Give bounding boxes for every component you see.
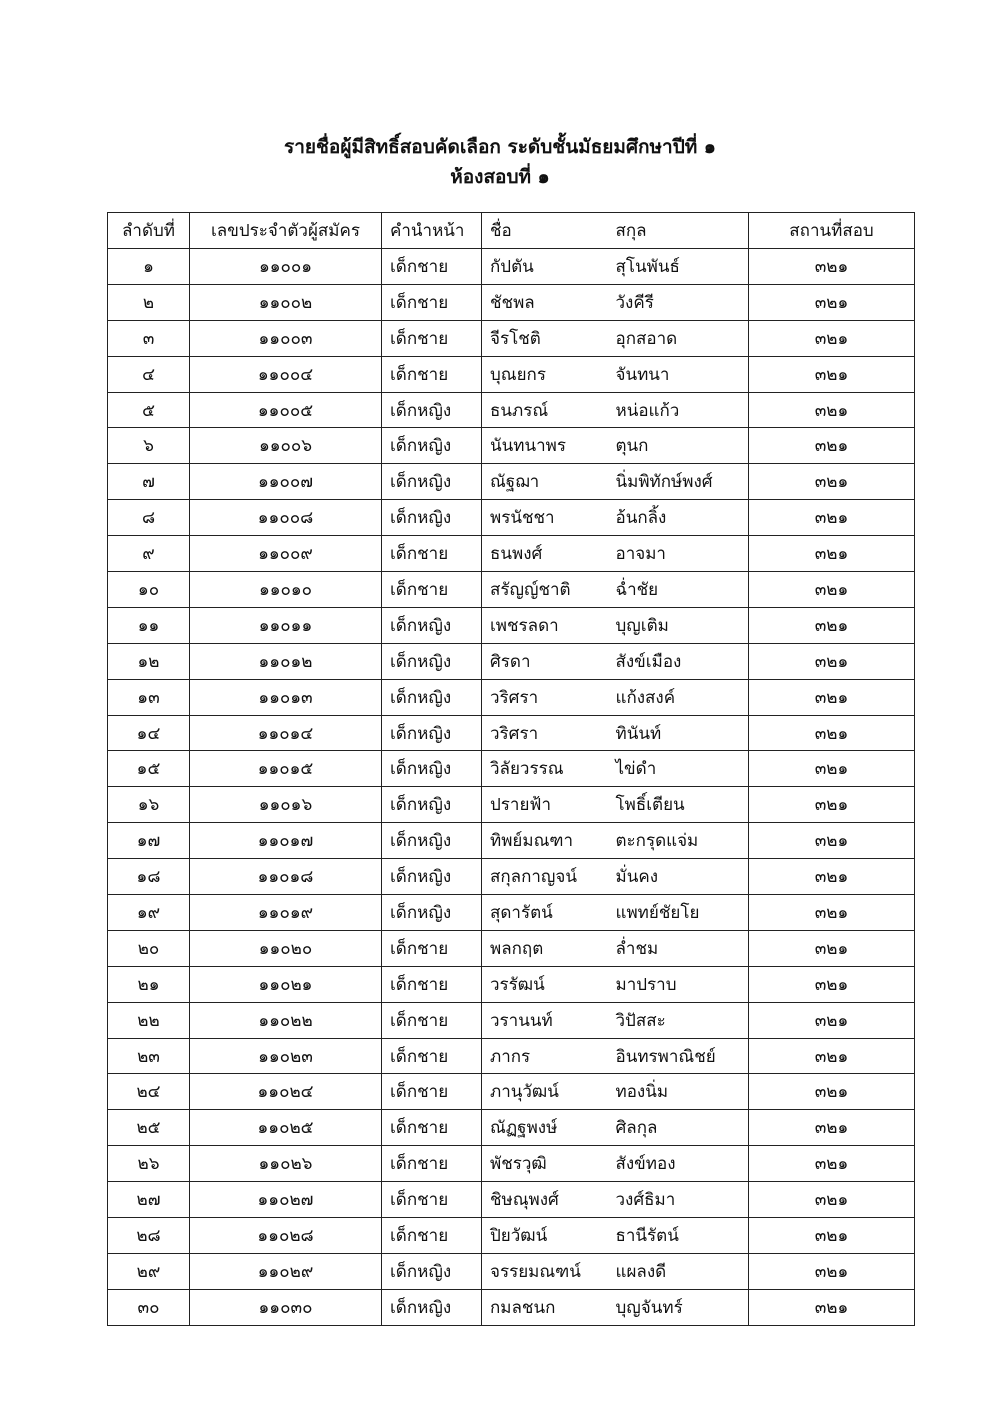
cell-applicant-id: ๑๑๐๑๕: [190, 751, 382, 787]
cell-order: ๑: [108, 249, 190, 285]
cell-exam-site: ๓๒๑: [749, 1253, 915, 1289]
cell-exam-site: ๓๒๑: [749, 895, 915, 931]
cell-first-name: สรัญญ์ชาติ: [482, 572, 608, 608]
cell-first-name: ชิษณุพงศ์: [482, 1182, 608, 1218]
cell-exam-site: ๓๒๑: [749, 284, 915, 320]
applicant-table: [107, 212, 915, 1326]
cell-exam-site: ๓๒๑: [749, 572, 915, 608]
cell-exam-site: ๓๒๑: [749, 464, 915, 500]
cell-prefix: เด็กหญิง: [382, 392, 482, 428]
cell-last-name: ตะกรุดแจ่ม: [608, 823, 749, 859]
table-row: [108, 249, 915, 285]
cell-order: ๙: [108, 536, 190, 572]
cell-order: ๔: [108, 356, 190, 392]
cell-prefix: เด็กหญิง: [382, 607, 482, 643]
cell-last-name: สังข์เมือง: [608, 643, 749, 679]
cell-prefix: เด็กหญิง: [382, 643, 482, 679]
cell-prefix: เด็กชาย: [382, 1038, 482, 1074]
cell-applicant-id: ๑๑๐๒๘: [190, 1218, 382, 1254]
cell-applicant-id: ๑๑๐๐๙: [190, 536, 382, 572]
cell-exam-site: ๓๒๑: [749, 751, 915, 787]
cell-first-name: เพชรลดา: [482, 607, 608, 643]
cell-first-name: สกุลกาญจน์: [482, 859, 608, 895]
cell-applicant-id: ๑๑๐๒๑: [190, 966, 382, 1002]
cell-first-name: วริศรา: [482, 679, 608, 715]
cell-first-name: ชัชพล: [482, 284, 608, 320]
cell-prefix: เด็กชาย: [382, 572, 482, 608]
cell-order: ๒๒: [108, 1002, 190, 1038]
cell-prefix: เด็กชาย: [382, 1110, 482, 1146]
table-row: [108, 859, 915, 895]
cell-order: ๑๑: [108, 607, 190, 643]
cell-first-name: จีรโชติ: [482, 320, 608, 356]
table-row: [108, 356, 915, 392]
cell-first-name: จรรยมณฑน์: [482, 1253, 608, 1289]
cell-applicant-id: ๑๑๐๐๑: [190, 249, 382, 285]
cell-exam-site: ๓๒๑: [749, 787, 915, 823]
table-row: [108, 428, 915, 464]
table-row: [108, 536, 915, 572]
cell-order: ๒๔: [108, 1074, 190, 1110]
header-prefix: คำนำหน้า: [382, 213, 482, 249]
cell-order: ๒๙: [108, 1253, 190, 1289]
cell-first-name: วิลัยวรรณ: [482, 751, 608, 787]
cell-order: ๒: [108, 284, 190, 320]
cell-exam-site: ๓๒๑: [749, 679, 915, 715]
table-row: [108, 1038, 915, 1074]
table-row: [108, 751, 915, 787]
cell-applicant-id: ๑๑๐๑๐: [190, 572, 382, 608]
cell-exam-site: ๓๒๑: [749, 1218, 915, 1254]
cell-order: ๑๒: [108, 643, 190, 679]
cell-applicant-id: ๑๑๐๐๔: [190, 356, 382, 392]
cell-prefix: เด็กชาย: [382, 1218, 482, 1254]
cell-last-name: หน่อแก้ว: [608, 392, 749, 428]
cell-prefix: เด็กชาย: [382, 249, 482, 285]
cell-first-name: ปรายฟ้า: [482, 787, 608, 823]
table-row: [108, 1289, 915, 1325]
cell-exam-site: ๓๒๑: [749, 1002, 915, 1038]
cell-exam-site: ๓๒๑: [749, 320, 915, 356]
table-row: [108, 1253, 915, 1289]
header-applicant-id: เลขประจำตัวผู้สมัคร: [190, 213, 382, 249]
cell-prefix: เด็กหญิง: [382, 500, 482, 536]
cell-last-name: ล่ำชม: [608, 930, 749, 966]
cell-exam-site: ๓๒๑: [749, 428, 915, 464]
cell-last-name: วิปัสสะ: [608, 1002, 749, 1038]
cell-prefix: เด็กชาย: [382, 356, 482, 392]
cell-order: ๒๓: [108, 1038, 190, 1074]
cell-order: ๕: [108, 392, 190, 428]
cell-order: ๘: [108, 500, 190, 536]
exam-room-subtitle: ห้องสอบที่ ๑: [450, 166, 550, 188]
cell-exam-site: ๓๒๑: [749, 715, 915, 751]
cell-applicant-id: ๑๑๐๑๑: [190, 607, 382, 643]
cell-order: ๑๕: [108, 751, 190, 787]
cell-applicant-id: ๑๑๐๑๗: [190, 823, 382, 859]
cell-exam-site: ๓๒๑: [749, 1182, 915, 1218]
table-row: [108, 966, 915, 1002]
table-row: [108, 392, 915, 428]
cell-applicant-id: ๑๑๐๒๔: [190, 1074, 382, 1110]
cell-prefix: เด็กชาย: [382, 536, 482, 572]
table-row: [108, 823, 915, 859]
cell-last-name: ทินันท์: [608, 715, 749, 751]
header-exam-site: สถานที่สอบ: [749, 213, 915, 249]
cell-last-name: อาจมา: [608, 536, 749, 572]
cell-applicant-id: ๑๑๐๑๓: [190, 679, 382, 715]
cell-first-name: บุณยกร: [482, 356, 608, 392]
cell-order: ๑๗: [108, 823, 190, 859]
cell-exam-site: ๓๒๑: [749, 1146, 915, 1182]
cell-last-name: จันทนา: [608, 356, 749, 392]
cell-last-name: อุกสอาด: [608, 320, 749, 356]
cell-last-name: สุโนพันธ์: [608, 249, 749, 285]
cell-last-name: อ้นกลิ้ง: [608, 500, 749, 536]
cell-prefix: เด็กหญิง: [382, 428, 482, 464]
cell-last-name: แพทย์ชัยโย: [608, 895, 749, 931]
cell-order: ๑๖: [108, 787, 190, 823]
cell-exam-site: ๓๒๑: [749, 1074, 915, 1110]
cell-first-name: พรนัชชา: [482, 500, 608, 536]
cell-exam-site: ๓๒๑: [749, 1110, 915, 1146]
cell-last-name: วังคีรี: [608, 284, 749, 320]
cell-exam-site: ๓๒๑: [749, 1289, 915, 1325]
cell-applicant-id: ๑๑๐๑๔: [190, 715, 382, 751]
cell-exam-site: ๓๒๑: [749, 500, 915, 536]
table-row: [108, 572, 915, 608]
cell-order: ๑๙: [108, 895, 190, 931]
table-row: [108, 1182, 915, 1218]
cell-last-name: มั่นคง: [608, 859, 749, 895]
cell-exam-site: ๓๒๑: [749, 823, 915, 859]
cell-prefix: เด็กชาย: [382, 1182, 482, 1218]
cell-order: ๑๘: [108, 859, 190, 895]
cell-first-name: นันทนาพร: [482, 428, 608, 464]
cell-order: ๒๘: [108, 1218, 190, 1254]
cell-last-name: มาปราบ: [608, 966, 749, 1002]
table-row: [108, 1002, 915, 1038]
table-row: [108, 930, 915, 966]
table-row: [108, 679, 915, 715]
cell-first-name: ภากร: [482, 1038, 608, 1074]
cell-first-name: กัปตัน: [482, 249, 608, 285]
cell-first-name: กมลชนก: [482, 1289, 608, 1325]
cell-first-name: ทิพย์มณฑา: [482, 823, 608, 859]
cell-prefix: เด็กหญิง: [382, 1253, 482, 1289]
cell-applicant-id: ๑๑๐๐๒: [190, 284, 382, 320]
cell-order: ๒๖: [108, 1146, 190, 1182]
cell-last-name: ธานีรัตน์: [608, 1218, 749, 1254]
cell-exam-site: ๓๒๑: [749, 1038, 915, 1074]
cell-exam-site: ๓๒๑: [749, 392, 915, 428]
cell-order: ๖: [108, 428, 190, 464]
cell-last-name: อินทรพาณิชย์: [608, 1038, 749, 1074]
cell-last-name: โพธิ์เตียน: [608, 787, 749, 823]
cell-prefix: เด็กหญิง: [382, 787, 482, 823]
cell-exam-site: ๓๒๑: [749, 356, 915, 392]
cell-prefix: เด็กหญิง: [382, 464, 482, 500]
cell-prefix: เด็กชาย: [382, 930, 482, 966]
table-row: [108, 284, 915, 320]
cell-applicant-id: ๑๑๐๒๐: [190, 930, 382, 966]
cell-first-name: สุดารัตน์: [482, 895, 608, 931]
cell-prefix: เด็กชาย: [382, 284, 482, 320]
cell-last-name: นิ่มพิทักษ์พงศ์: [608, 464, 749, 500]
cell-order: ๑๔: [108, 715, 190, 751]
cell-last-name: ศิลกุล: [608, 1110, 749, 1146]
cell-prefix: เด็กชาย: [382, 966, 482, 1002]
cell-order: ๗: [108, 464, 190, 500]
cell-exam-site: ๓๒๑: [749, 966, 915, 1002]
cell-applicant-id: ๑๑๐๒๙: [190, 1253, 382, 1289]
table-row: [108, 500, 915, 536]
cell-last-name: วงศ์ธิมา: [608, 1182, 749, 1218]
cell-order: ๑๐: [108, 572, 190, 608]
cell-last-name: บุญจันทร์: [608, 1289, 749, 1325]
table-row: [108, 895, 915, 931]
cell-applicant-id: ๑๑๐๐๖: [190, 428, 382, 464]
cell-last-name: แก้งสงค์: [608, 679, 749, 715]
cell-applicant-id: ๑๑๐๒๒: [190, 1002, 382, 1038]
cell-prefix: เด็กหญิง: [382, 715, 482, 751]
cell-order: ๒๗: [108, 1182, 190, 1218]
cell-order: ๒๑: [108, 966, 190, 1002]
cell-applicant-id: ๑๑๐๐๓: [190, 320, 382, 356]
table-header-row: [108, 213, 915, 249]
cell-applicant-id: ๑๑๐๑๖: [190, 787, 382, 823]
cell-applicant-id: ๑๑๐๑๒: [190, 643, 382, 679]
cell-order: ๑๓: [108, 679, 190, 715]
cell-applicant-id: ๑๑๐๒๖: [190, 1146, 382, 1182]
header-first-name: ชื่อ: [482, 213, 608, 249]
table-row: [108, 787, 915, 823]
table-row: [108, 607, 915, 643]
cell-exam-site: ๓๒๑: [749, 643, 915, 679]
cell-first-name: วรรัฒน์: [482, 966, 608, 1002]
cell-first-name: พลกฤต: [482, 930, 608, 966]
cell-order: ๒๕: [108, 1110, 190, 1146]
cell-first-name: ภานุวัฒน์: [482, 1074, 608, 1110]
cell-first-name: วริศรา: [482, 715, 608, 751]
cell-last-name: ฉ่ำชัย: [608, 572, 749, 608]
cell-prefix: เด็กชาย: [382, 1146, 482, 1182]
cell-exam-site: ๓๒๑: [749, 536, 915, 572]
cell-applicant-id: ๑๑๐๐๕: [190, 392, 382, 428]
cell-applicant-id: ๑๑๐๒๕: [190, 1110, 382, 1146]
cell-prefix: เด็กชาย: [382, 1074, 482, 1110]
table-row: [108, 1146, 915, 1182]
table-row: [108, 1074, 915, 1110]
cell-prefix: เด็กหญิง: [382, 895, 482, 931]
cell-exam-site: ๓๒๑: [749, 930, 915, 966]
cell-order: ๓๐: [108, 1289, 190, 1325]
header-order: ลำดับที่: [108, 213, 190, 249]
table-row: [108, 643, 915, 679]
cell-exam-site: ๓๒๑: [749, 249, 915, 285]
cell-exam-site: ๓๒๑: [749, 859, 915, 895]
cell-first-name: ธนภรณ์: [482, 392, 608, 428]
cell-prefix: เด็กหญิง: [382, 859, 482, 895]
cell-order: ๓: [108, 320, 190, 356]
cell-prefix: เด็กชาย: [382, 1002, 482, 1038]
cell-order: ๒๐: [108, 930, 190, 966]
table-row: [108, 320, 915, 356]
cell-applicant-id: ๑๑๐๓๐: [190, 1289, 382, 1325]
cell-first-name: ศิรดา: [482, 643, 608, 679]
cell-last-name: ทองนิ่ม: [608, 1074, 749, 1110]
cell-applicant-id: ๑๑๐๑๙: [190, 895, 382, 931]
cell-first-name: วรานนท์: [482, 1002, 608, 1038]
cell-first-name: ธนพงศ์: [482, 536, 608, 572]
cell-prefix: เด็กหญิง: [382, 679, 482, 715]
table-row: [108, 464, 915, 500]
table-row: [108, 1218, 915, 1254]
header-last-name: สกุล: [608, 213, 749, 249]
cell-applicant-id: ๑๑๐๐๗: [190, 464, 382, 500]
page-title: รายชื่อผู้มีสิทธิ์สอบคัดเลือก ระดับชั้นมัธยมศึกษาปีที่ ๑: [284, 136, 716, 158]
table-row: [108, 715, 915, 751]
cell-prefix: เด็กหญิง: [382, 751, 482, 787]
table-row: [108, 1110, 915, 1146]
cell-last-name: บุญเติม: [608, 607, 749, 643]
cell-first-name: ณัฏฐพงษ์: [482, 1110, 608, 1146]
cell-applicant-id: ๑๑๐๒๗: [190, 1182, 382, 1218]
cell-prefix: เด็กหญิง: [382, 823, 482, 859]
cell-last-name: ตุนก: [608, 428, 749, 464]
cell-last-name: แผลงดี: [608, 1253, 749, 1289]
cell-first-name: พัชรวุฒิ: [482, 1146, 608, 1182]
cell-exam-site: ๓๒๑: [749, 607, 915, 643]
cell-prefix: เด็กหญิง: [382, 1289, 482, 1325]
cell-applicant-id: ๑๑๐๑๘: [190, 859, 382, 895]
cell-last-name: สังข์ทอง: [608, 1146, 749, 1182]
cell-last-name: ไข่ดำ: [608, 751, 749, 787]
cell-applicant-id: ๑๑๐๐๘: [190, 500, 382, 536]
cell-prefix: เด็กชาย: [382, 320, 482, 356]
cell-first-name: ปิยวัฒน์: [482, 1218, 608, 1254]
cell-applicant-id: ๑๑๐๒๓: [190, 1038, 382, 1074]
cell-first-name: ณัฐฌา: [482, 464, 608, 500]
